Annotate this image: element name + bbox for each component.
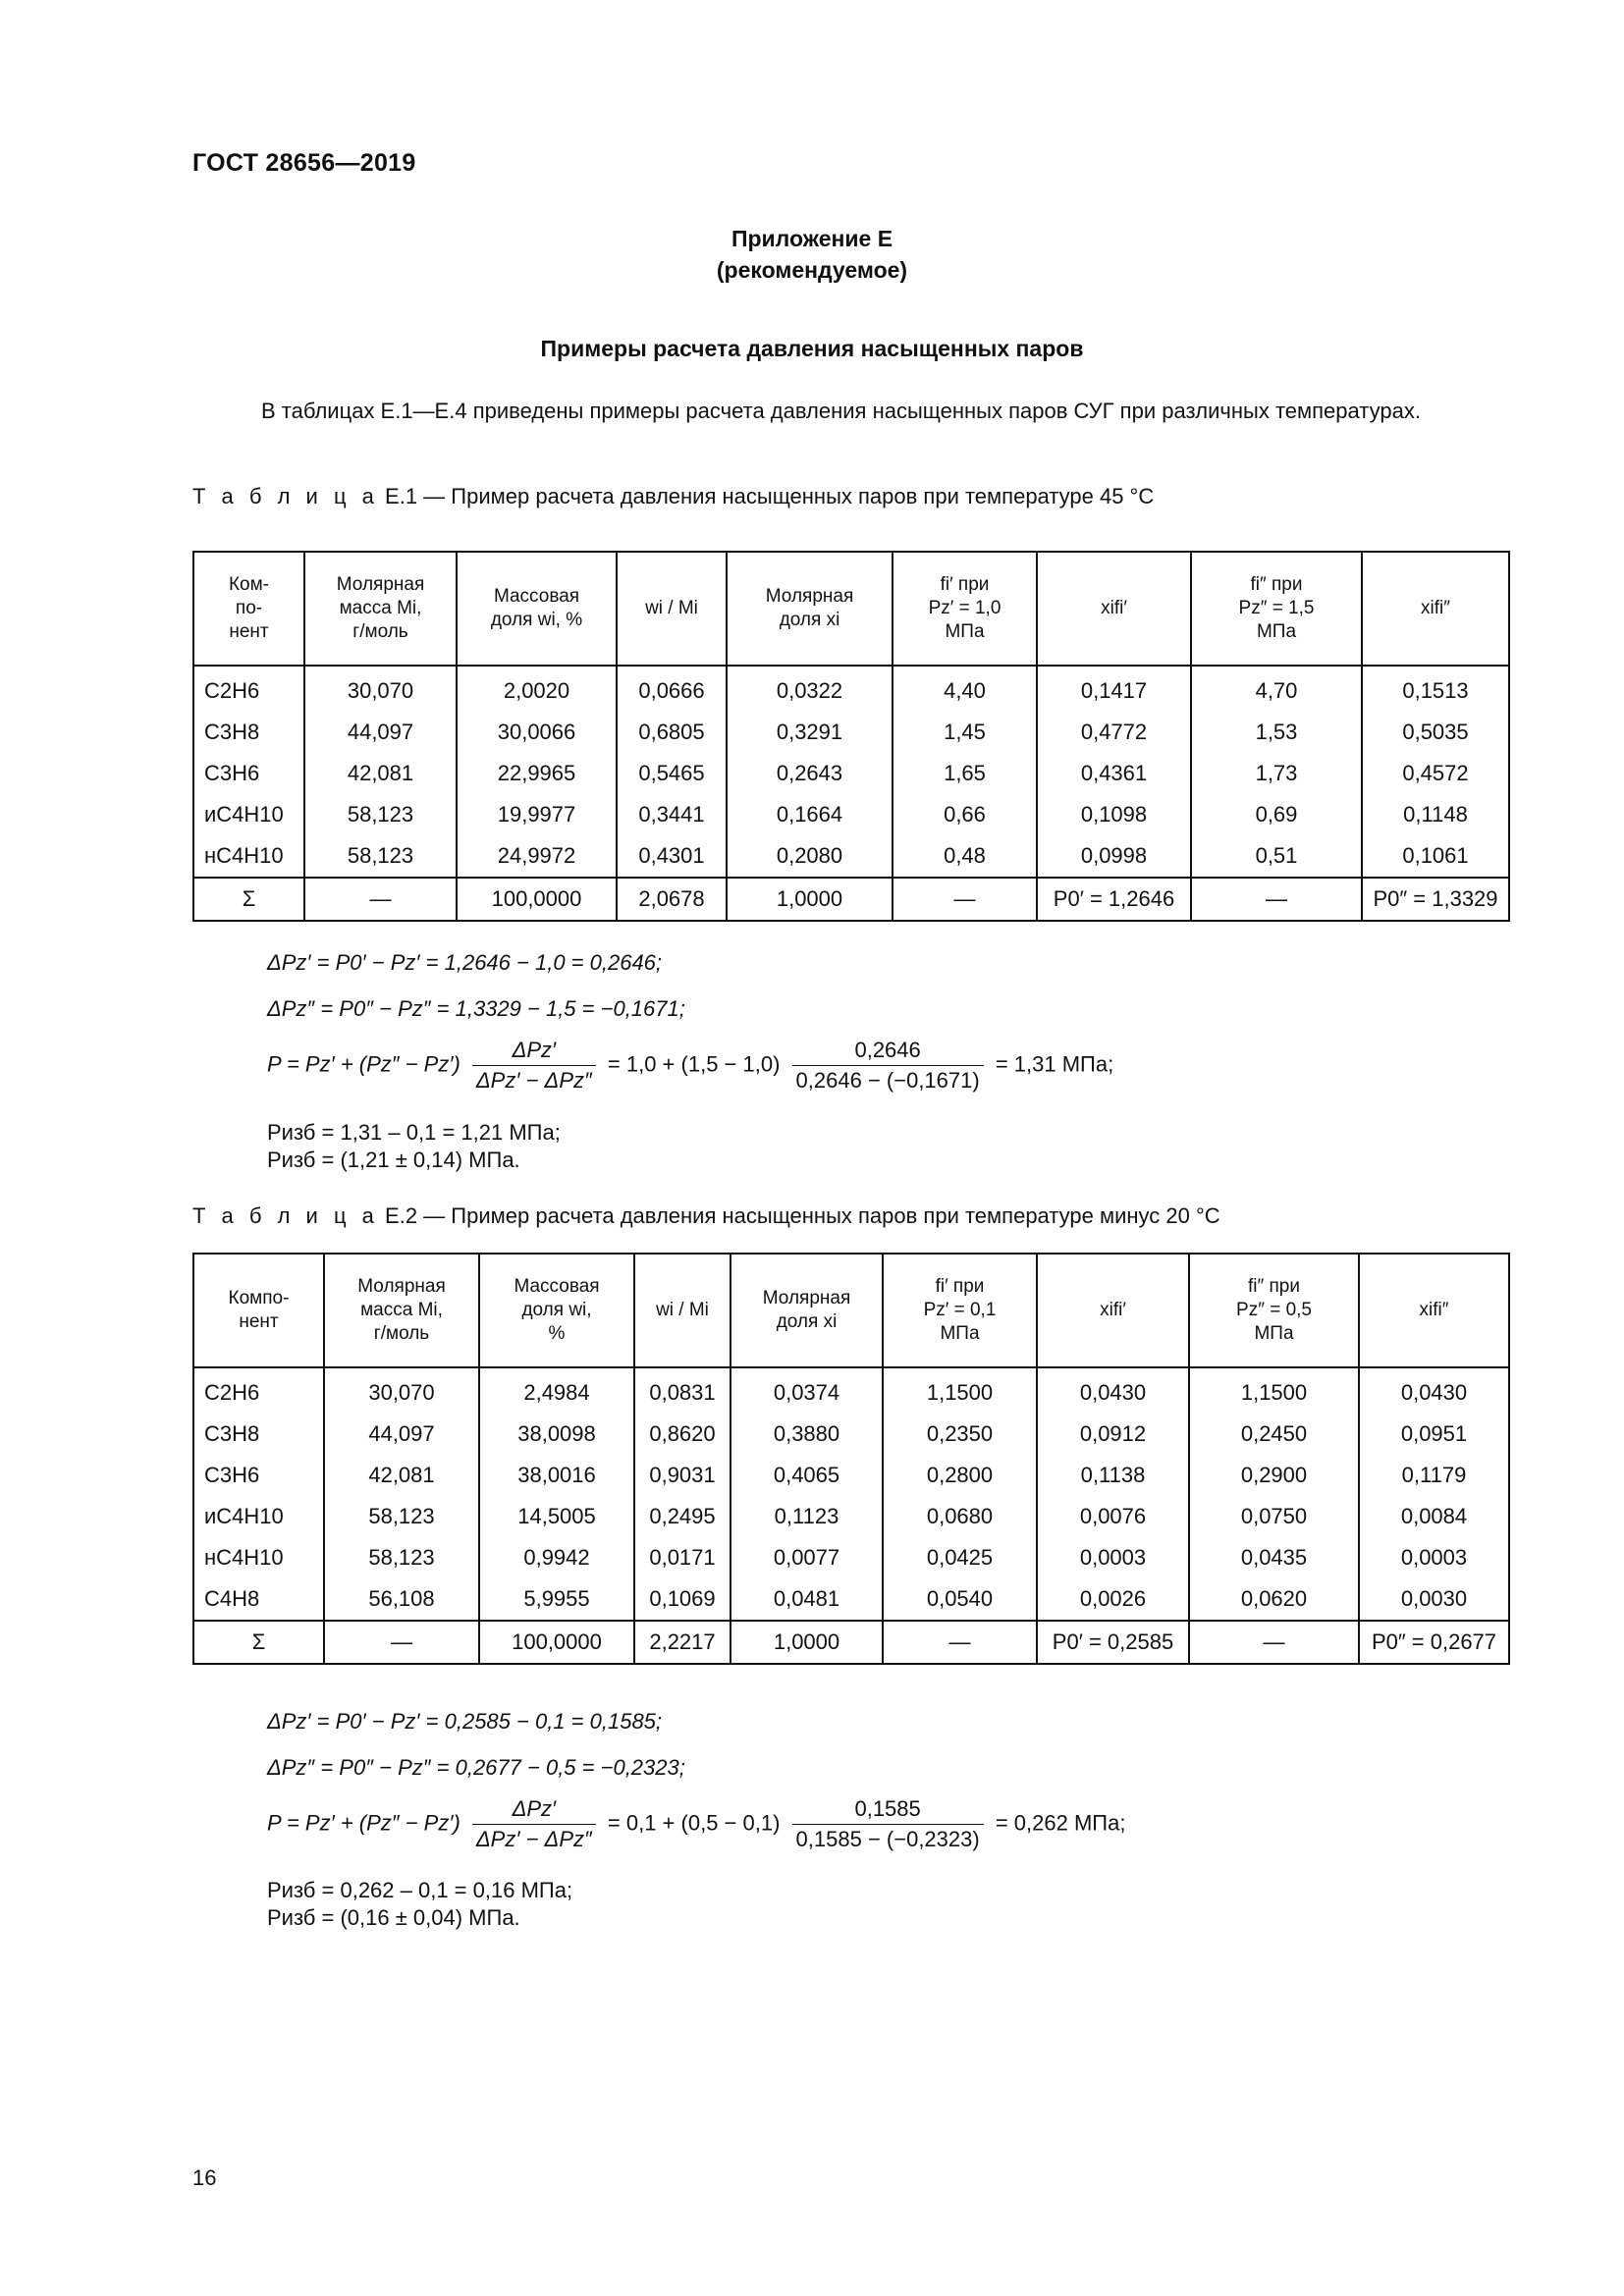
table2-header-8: xifi″ — [1359, 1254, 1509, 1367]
component-cell: C3H8 — [193, 712, 304, 753]
table2-header-5: fi′ при Pz′ = 0,1 МПа — [883, 1254, 1037, 1367]
value-cell: 0,0003 — [1359, 1537, 1509, 1578]
table2-header-3: wi / Mi — [634, 1254, 731, 1367]
component-cell: иC4H10 — [193, 1496, 324, 1537]
value-cell: 0,2643 — [727, 753, 893, 794]
value-cell: 0,4772 — [1037, 712, 1191, 753]
calc2-delta-fraction: $\frac{\text{ΔPz′}}{\text{ΔPz′ − ΔPz″}}$ — [472, 1796, 596, 1852]
value-cell: 0,0171 — [634, 1537, 731, 1578]
value-cell: 0,0750 — [1189, 1496, 1359, 1537]
table-row — [193, 1414, 1509, 1455]
value-cell: 0,4572 — [1362, 753, 1509, 794]
sum-cell: — — [1191, 878, 1362, 921]
value-cell: 0,0481 — [731, 1578, 883, 1621]
table-row — [193, 753, 1509, 794]
calc2-value-fraction: $\frac{0,1585}{0,1585 - (-0,2323)}$ — [792, 1796, 984, 1852]
value-cell: 0,51 — [1191, 835, 1362, 878]
value-cell: 0,69 — [1191, 794, 1362, 835]
value-cell: 1,73 — [1191, 753, 1362, 794]
value-cell: 58,123 — [304, 835, 457, 878]
value-cell: 0,0680 — [883, 1496, 1037, 1537]
value-cell: 42,081 — [304, 753, 457, 794]
table1-header-7: fi″ при Pz″ = 1,5 МПа — [1191, 552, 1362, 666]
component-cell: C3H6 — [193, 753, 304, 794]
component-cell: C4H8 — [193, 1578, 324, 1621]
value-cell: 0,2450 — [1189, 1414, 1359, 1455]
table2-header-7: fi″ при Pz″ = 0,5 МПа — [1189, 1254, 1359, 1367]
value-cell: 58,123 — [324, 1496, 479, 1537]
value-cell: 0,9031 — [634, 1455, 731, 1496]
appendix-status: (рекомендуемое) — [716, 257, 908, 283]
value-cell: 0,0430 — [1037, 1367, 1189, 1414]
value-cell: 0,3291 — [727, 712, 893, 753]
value-cell: 0,0425 — [883, 1537, 1037, 1578]
value-cell: 0,1417 — [1037, 666, 1191, 712]
value-cell: 0,0322 — [727, 666, 893, 712]
value-cell: 30,070 — [304, 666, 457, 712]
sum-cell: 100,0000 — [479, 1621, 634, 1664]
value-cell: 0,0951 — [1359, 1414, 1509, 1455]
value-cell: 0,66 — [893, 794, 1037, 835]
value-cell: 14,5005 — [479, 1496, 634, 1537]
component-cell: C3H8 — [193, 1414, 324, 1455]
value-cell: 0,0374 — [731, 1367, 883, 1414]
value-cell: 0,5035 — [1362, 712, 1509, 753]
value-cell: 1,45 — [893, 712, 1037, 753]
value-cell: 0,2900 — [1189, 1455, 1359, 1496]
table2-caption: Т а б л и ц а Е.2 — Пример расчета давления насыщенных паров при температуре минус 20 °С — [192, 1203, 1220, 1228]
value-cell: 0,2495 — [634, 1496, 731, 1537]
value-cell: 0,5465 — [617, 753, 727, 794]
sum-cell: — — [324, 1621, 479, 1664]
value-cell: 0,3880 — [731, 1414, 883, 1455]
sum-cell: 1,0000 — [727, 878, 893, 921]
component-cell: C3H6 — [193, 1455, 324, 1496]
table1-header-6: xifi′ — [1037, 552, 1191, 666]
value-cell: 0,0831 — [634, 1367, 731, 1414]
table-row — [193, 1496, 1509, 1537]
table1-header-row — [193, 552, 1509, 666]
table-row — [193, 794, 1509, 835]
calc1-gauge-pressure-result: Pизб = (1,21 ± 0,14) МПа. — [267, 1148, 520, 1172]
value-cell: 56,108 — [324, 1578, 479, 1621]
table-row — [193, 1578, 1509, 1621]
value-cell: 58,123 — [324, 1537, 479, 1578]
table1-header-5: fi′ при Pz′ = 1,0 МПа — [893, 552, 1037, 666]
value-cell: 0,2350 — [883, 1414, 1037, 1455]
value-cell: 0,1069 — [634, 1578, 731, 1621]
value-cell: 0,2080 — [727, 835, 893, 878]
table1 — [192, 551, 1510, 922]
value-cell: 38,0098 — [479, 1414, 634, 1455]
value-cell: 5,9955 — [479, 1578, 634, 1621]
value-cell: 0,1179 — [1359, 1455, 1509, 1496]
table2-header-row — [193, 1254, 1509, 1367]
value-cell: 0,0666 — [617, 666, 727, 712]
value-cell: 0,0998 — [1037, 835, 1191, 878]
component-cell: C2H6 — [193, 666, 304, 712]
value-cell: 4,70 — [1191, 666, 1362, 712]
value-cell: 0,4301 — [617, 835, 727, 878]
table2-header-2: Массовая доля wi, % — [479, 1254, 634, 1367]
component-cell: иC4H10 — [193, 794, 304, 835]
value-cell: 0,1513 — [1362, 666, 1509, 712]
table2-header-4: Молярная доля xi — [731, 1254, 883, 1367]
value-cell: 1,65 — [893, 753, 1037, 794]
value-cell: 0,0076 — [1037, 1496, 1189, 1537]
value-cell: 2,4984 — [479, 1367, 634, 1414]
value-cell: 0,0084 — [1359, 1496, 1509, 1537]
value-cell: 0,1148 — [1362, 794, 1509, 835]
value-cell: 0,0540 — [883, 1578, 1037, 1621]
value-cell: 0,0030 — [1359, 1578, 1509, 1621]
calc2-delta-p1: ΔPz′ = P0′ − Pz′ = 0,2585 − 0,1 = 0,1585; — [267, 1709, 663, 1734]
value-cell: 0,0912 — [1037, 1414, 1189, 1455]
table1-header-4: Молярная доля xi — [727, 552, 893, 666]
sum-cell: 2,2217 — [634, 1621, 731, 1664]
value-cell: 0,0077 — [731, 1537, 883, 1578]
calc2-gauge-pressure: Pизб = 0,262 – 0,1 = 0,16 МПа; — [267, 1878, 573, 1902]
value-cell: 58,123 — [304, 794, 457, 835]
value-cell: 22,9965 — [457, 753, 617, 794]
sum-cell: 100,0000 — [457, 878, 617, 921]
value-cell: 0,0003 — [1037, 1537, 1189, 1578]
calc1-delta-p2: ΔPz″ = P0″ − Pz″ = 1,3329 − 1,5 = −0,1671; — [267, 996, 685, 1021]
table2-header-1: Молярная масса Mi, г/моль — [324, 1254, 479, 1367]
value-cell: 4,40 — [893, 666, 1037, 712]
calc1-gauge-pressure: Pизб = 1,31 – 0,1 = 1,21 МПа; — [267, 1120, 561, 1145]
value-cell: 24,9972 — [457, 835, 617, 878]
value-cell: 0,1664 — [727, 794, 893, 835]
value-cell: 1,53 — [1191, 712, 1362, 753]
sum-cell: — — [304, 878, 457, 921]
component-cell: нC4H10 — [193, 835, 304, 878]
sum-cell: P0″ = 1,3329 — [1362, 878, 1509, 921]
section-title: Примеры расчета давления насыщенных паров — [540, 336, 1084, 361]
value-cell: 0,6805 — [617, 712, 727, 753]
table1-header-3: wi / Mi — [617, 552, 727, 666]
value-cell: 38,0016 — [479, 1455, 634, 1496]
table-row — [193, 1367, 1509, 1414]
value-cell: 42,081 — [324, 1455, 479, 1496]
sum-symbol: Σ — [193, 1621, 324, 1664]
sum-cell: — — [893, 878, 1037, 921]
value-cell: 30,0066 — [457, 712, 617, 753]
sum-cell: P0′ = 0,2585 — [1037, 1621, 1189, 1664]
value-cell: 0,48 — [893, 835, 1037, 878]
value-cell: 0,1061 — [1362, 835, 1509, 878]
sum-row — [193, 878, 1509, 921]
sum-cell: 1,0000 — [731, 1621, 883, 1664]
sum-cell: P0″ = 0,2677 — [1359, 1621, 1509, 1664]
sum-row — [193, 1621, 1509, 1664]
value-cell: 0,2800 — [883, 1455, 1037, 1496]
table-row — [193, 666, 1509, 712]
table-row — [193, 1537, 1509, 1578]
document-code: ГОСТ 28656—2019 — [192, 149, 416, 177]
value-cell: 0,4065 — [731, 1455, 883, 1496]
sum-symbol: Σ — [193, 878, 304, 921]
value-cell: 44,097 — [324, 1414, 479, 1455]
calc1-pressure-formula: P = Pz′ + (Pz″ − Pz′) $\frac{\text{ΔPz′}}{\text{ΔPz′ − ΔPz″}}$ = 1,0 + (1,5 − 1,0) $\frac{0,2646}{0,2646 - (-0,1671)}$ = 1,31 МПа; — [267, 1038, 1114, 1093]
appendix-title: Приложение Е — [731, 226, 893, 251]
value-cell: 0,1138 — [1037, 1455, 1189, 1496]
value-cell: 30,070 — [324, 1367, 479, 1414]
table1-header-0: Ком- по- нент — [193, 552, 304, 666]
value-cell: 0,3441 — [617, 794, 727, 835]
table1-caption: Т а б л и ц а Е.1 — Пример расчета давления насыщенных паров при температуре 45 °С — [192, 484, 1155, 508]
table2-header-0: Компо- нент — [193, 1254, 324, 1367]
calc1-delta-fraction: $\frac{\text{ΔPz′}}{\text{ΔPz′ − ΔPz″}}$ — [472, 1038, 596, 1094]
table1-header-1: Молярная масса Mi, г/моль — [304, 552, 457, 666]
calc2-pressure-formula: P = Pz′ + (Pz″ − Pz′) $\frac{\text{ΔPz′}}{\text{ΔPz′ − ΔPz″}}$ = 0,1 + (0,5 − 0,1) $\frac{0,1585}{0,1585 - (-0,2323)}$ = 0,262 МПа; — [267, 1796, 1126, 1851]
table-row — [193, 1455, 1509, 1496]
table2 — [192, 1253, 1510, 1665]
sum-cell: — — [1189, 1621, 1359, 1664]
value-cell: 0,8620 — [634, 1414, 731, 1455]
intro-paragraph: В таблицах Е.1—Е.4 приведены примеры расчета давления насыщенных паров СУГ при различных температурах. — [261, 399, 1421, 423]
value-cell: 19,9977 — [457, 794, 617, 835]
value-cell: 2,0020 — [457, 666, 617, 712]
component-cell: нC4H10 — [193, 1537, 324, 1578]
sum-cell: — — [883, 1621, 1037, 1664]
value-cell: 0,1098 — [1037, 794, 1191, 835]
sum-cell: P0′ = 1,2646 — [1037, 878, 1191, 921]
calc1-value-fraction: $\frac{0,2646}{0,2646 - (-0,1671)}$ — [792, 1038, 984, 1094]
value-cell: 44,097 — [304, 712, 457, 753]
value-cell: 0,0430 — [1359, 1367, 1509, 1414]
value-cell: 0,9942 — [479, 1537, 634, 1578]
value-cell: 1,1500 — [883, 1367, 1037, 1414]
value-cell: 1,1500 — [1189, 1367, 1359, 1414]
page-number: 16 — [192, 2165, 217, 2190]
table1-header-8: xifi″ — [1362, 552, 1509, 666]
value-cell: 0,0620 — [1189, 1578, 1359, 1621]
value-cell: 0,0435 — [1189, 1537, 1359, 1578]
value-cell: 0,4361 — [1037, 753, 1191, 794]
table-row — [193, 712, 1509, 753]
calc2-delta-p2: ΔPz″ = P0″ − Pz″ = 0,2677 − 0,5 = −0,2323; — [267, 1755, 685, 1780]
table1-header-2: Массовая доля wi, % — [457, 552, 617, 666]
sum-cell: 2,0678 — [617, 878, 727, 921]
value-cell: 0,1123 — [731, 1496, 883, 1537]
table2-header-6: xifi′ — [1037, 1254, 1189, 1367]
calc1-delta-p1: ΔPz′ = P0′ − Pz′ = 1,2646 − 1,0 = 0,2646; — [267, 950, 663, 975]
table-row — [193, 835, 1509, 878]
value-cell: 0,0026 — [1037, 1578, 1189, 1621]
component-cell: C2H6 — [193, 1367, 324, 1414]
calc2-gauge-pressure-result: Pизб = (0,16 ± 0,04) МПа. — [267, 1905, 520, 1930]
